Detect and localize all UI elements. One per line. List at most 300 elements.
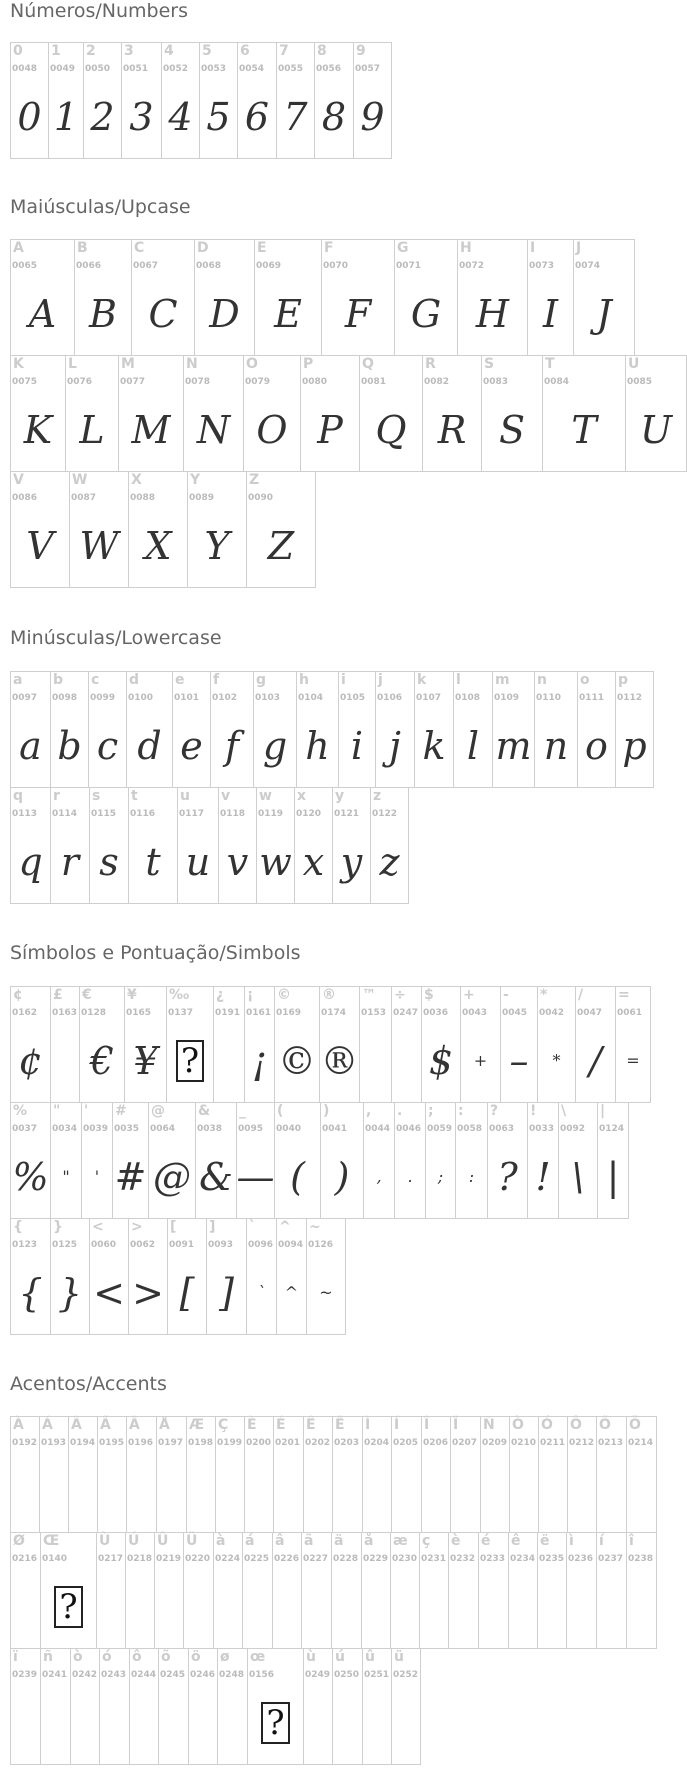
glyph-cell — [173, 672, 211, 788]
glyph-cell — [535, 672, 578, 788]
glyph-code: 0055 — [278, 64, 304, 74]
glyph-code: 0213 — [598, 1438, 624, 1448]
glyph-cell — [598, 1103, 629, 1219]
glyph-cell — [273, 1533, 302, 1649]
glyph-label: 2 — [86, 43, 96, 59]
glyph-code: 0081 — [361, 377, 387, 387]
glyph-cell — [219, 788, 257, 904]
glyph-label: Ì — [365, 1417, 371, 1433]
glyph-cell — [11, 1219, 51, 1335]
glyph-label: Ò — [512, 1417, 524, 1433]
glyph-code: 0047 — [577, 1008, 603, 1018]
glyph-sample: L — [79, 407, 105, 452]
glyph-label: Q — [362, 356, 374, 372]
glyph-row — [10, 1416, 657, 1533]
glyph-cell — [543, 356, 626, 472]
glyph-sample: Z — [267, 523, 295, 568]
glyph-sample: q — [18, 839, 43, 884]
glyph-sample: } — [57, 1270, 83, 1315]
glyph-sample: C — [148, 291, 178, 336]
glyph-sample: k — [422, 723, 446, 768]
glyph-sample: ; — [437, 1166, 444, 1186]
glyph-label: É — [276, 1417, 286, 1433]
glyph-cell — [528, 240, 574, 356]
glyph-sample: . — [407, 1166, 413, 1186]
glyph-label: > — [131, 1219, 143, 1235]
glyph-code: 0085 — [627, 377, 653, 387]
glyph-code: 0060 — [91, 1240, 117, 1250]
glyph-code: 0065 — [12, 261, 38, 271]
glyph-cell — [168, 1219, 207, 1335]
glyph-cell — [578, 672, 616, 788]
glyph-label: ; — [428, 1103, 434, 1119]
glyph-sample: — — [236, 1154, 275, 1199]
glyph-code: 0156 — [249, 1670, 275, 1680]
glyph-cell — [458, 240, 528, 356]
glyph-cell — [302, 1533, 332, 1649]
glyph-label: l — [456, 672, 461, 688]
glyph-cell — [82, 1103, 113, 1219]
glyph-cell — [538, 987, 576, 1103]
glyph-cell — [129, 788, 178, 904]
glyph-code: 0059 — [427, 1124, 453, 1134]
glyph-sample: G — [410, 291, 442, 336]
glyph-label: = — [618, 987, 630, 1003]
glyph-sample: v — [226, 839, 249, 884]
glyph-label: õ — [161, 1649, 171, 1665]
glyph-label: r — [53, 788, 60, 804]
glyph-label: Â — [71, 1417, 82, 1433]
glyph-label: ™ — [362, 987, 376, 1003]
glyph-cell — [11, 1103, 51, 1219]
glyph-cell — [238, 43, 277, 159]
glyph-label: 5 — [202, 43, 212, 59]
glyph-code: 0236 — [568, 1554, 594, 1564]
glyph-cell — [214, 1533, 243, 1649]
glyph-code: 0091 — [169, 1240, 195, 1250]
glyph-sample: d — [137, 723, 162, 768]
glyph-label: ¿ — [216, 987, 225, 1003]
glyph-sample: | — [606, 1154, 620, 1199]
glyph-label: / — [578, 987, 584, 1003]
glyph-code: 0123 — [12, 1240, 38, 1250]
glyph-code: 0119 — [258, 809, 284, 819]
glyph-code: 0075 — [12, 377, 38, 387]
glyph-cell — [304, 1649, 333, 1765]
glyph-code: 0100 — [128, 693, 154, 703]
glyph-label: Ï — [453, 1417, 459, 1433]
glyph-sample: = — [626, 1050, 640, 1070]
glyph-label: t — [131, 788, 138, 804]
glyph-sample: i — [350, 723, 364, 768]
glyph-cell — [360, 987, 392, 1103]
glyph-code: 0090 — [248, 493, 274, 503]
glyph-code: 0238 — [628, 1554, 654, 1564]
glyph-label: A — [13, 240, 24, 256]
glyph-code: 0086 — [12, 493, 38, 503]
glyph-label: ô — [132, 1649, 142, 1665]
glyph-cell — [90, 1219, 129, 1335]
glyph-label: Ù — [99, 1533, 111, 1549]
glyph-cell — [304, 1417, 333, 1533]
glyph-label: ` — [249, 1219, 256, 1235]
glyph-cell — [392, 987, 422, 1103]
glyph-code: 0107 — [416, 693, 442, 703]
glyph-sample: j — [389, 723, 401, 768]
glyph-label: S — [484, 356, 495, 372]
glyph-label: Õ — [599, 1417, 611, 1433]
glyph-sample: ® — [320, 1038, 359, 1083]
glyph-label: ¢ — [13, 987, 23, 1003]
glyph-cell — [597, 1533, 627, 1649]
glyph-cell — [449, 1533, 479, 1649]
glyph-cell — [333, 1649, 363, 1765]
glyph-label: % — [13, 1103, 28, 1119]
glyph-label: b — [53, 672, 64, 688]
glyph-sample: p — [622, 723, 647, 768]
glyph-code: 0088 — [130, 493, 156, 503]
glyph-label: á — [245, 1533, 255, 1549]
glyph-sample: E — [274, 291, 302, 336]
glyph-code: 0050 — [85, 64, 111, 74]
glyph-sample: 4 — [168, 94, 193, 139]
glyph-label: < — [92, 1219, 104, 1235]
glyph-code: 0052 — [163, 64, 189, 74]
glyph-cell — [247, 1219, 277, 1335]
glyph-sample: ¢ — [18, 1038, 43, 1083]
glyph-cell — [195, 240, 255, 356]
glyph-cell — [75, 240, 132, 356]
glyph-code: 0073 — [529, 261, 555, 271]
glyph-cell — [509, 1533, 538, 1649]
glyph-code: 0118 — [220, 809, 246, 819]
glyph-code: 0044 — [365, 1124, 391, 1134]
glyph-cell — [461, 987, 501, 1103]
glyph-sample: o — [585, 723, 608, 768]
glyph-code: 0096 — [248, 1240, 274, 1250]
glyph-code: 0197 — [158, 1438, 184, 1448]
glyph-cell — [243, 1533, 273, 1649]
glyph-cell — [333, 788, 371, 904]
glyph-label: Ë — [335, 1417, 345, 1433]
glyph-code: 0053 — [201, 64, 227, 74]
glyph-code: 0114 — [52, 809, 78, 819]
glyph-label: L — [68, 356, 77, 372]
glyph-code: 0226 — [274, 1554, 300, 1564]
glyph-label: N — [186, 356, 198, 372]
glyph-code: 0071 — [396, 261, 422, 271]
glyph-cell — [391, 1533, 420, 1649]
glyph-label: & — [198, 1103, 211, 1119]
glyph-label: é — [481, 1533, 491, 1549]
glyph-code: 0230 — [392, 1554, 418, 1564]
glyph-sample: 1 — [53, 94, 79, 139]
glyph-cell — [539, 1417, 568, 1533]
glyph-code: 0093 — [208, 1240, 234, 1250]
glyph-sample: ? — [497, 1154, 518, 1199]
glyph-label: ) — [323, 1103, 330, 1119]
glyph-label: ® — [322, 987, 336, 1003]
glyph-label: Y — [190, 472, 201, 488]
glyph-sample: > — [132, 1270, 164, 1315]
glyph-sample: 7 — [283, 94, 308, 139]
glyph-code: 0037 — [12, 1124, 38, 1134]
glyph-cell — [41, 1533, 97, 1649]
glyph-label: Á — [42, 1417, 53, 1433]
glyph-sample: g — [262, 723, 288, 768]
glyph-code: 0109 — [494, 693, 520, 703]
glyph-cell — [214, 987, 245, 1103]
glyph-code: 0196 — [128, 1438, 154, 1448]
glyph-cell — [627, 1533, 657, 1649]
glyph-code: 0243 — [101, 1670, 127, 1680]
glyph-label: Ê — [306, 1417, 316, 1433]
glyph-label: - — [503, 987, 509, 1003]
glyph-sample: " — [62, 1166, 70, 1186]
glyph-label: I — [530, 240, 536, 256]
glyph-cell — [538, 1533, 567, 1649]
glyph-sample: @ — [153, 1154, 191, 1199]
glyph-label: u — [180, 788, 190, 804]
glyph-code: 0227 — [303, 1554, 329, 1564]
glyph-row — [10, 1218, 346, 1335]
glyph-cell — [207, 1219, 247, 1335]
glyph-code: 0045 — [502, 1008, 528, 1018]
glyph-code: 0200 — [246, 1438, 272, 1448]
glyph-sample: r — [60, 839, 80, 884]
glyph-code: 0201 — [275, 1438, 301, 1448]
glyph-cell — [597, 1417, 627, 1533]
glyph-cell — [51, 987, 80, 1103]
glyph-code: 0206 — [423, 1438, 449, 1448]
glyph-sample: Y — [204, 523, 230, 568]
glyph-code: 0125 — [52, 1240, 78, 1250]
glyph-code: 0111 — [579, 693, 605, 703]
glyph-code: 0252 — [393, 1670, 419, 1680]
glyph-label: P — [303, 356, 314, 372]
glyph-code: 0249 — [305, 1670, 331, 1680]
glyph-code: 0242 — [72, 1670, 98, 1680]
glyph-code: 0078 — [185, 377, 211, 387]
glyph-code: 0068 — [196, 261, 222, 271]
glyph-cell — [392, 1417, 422, 1533]
glyph-code: 0191 — [215, 1008, 241, 1018]
glyph-cell — [307, 1219, 346, 1335]
glyph-label: n — [537, 672, 547, 688]
glyph-code: 0218 — [127, 1554, 153, 1564]
glyph-cell — [616, 987, 651, 1103]
glyph-code: 0212 — [569, 1438, 595, 1448]
glyph-cell — [162, 43, 200, 159]
glyph-code: 0128 — [81, 1008, 107, 1018]
glyph-sample: u — [185, 839, 211, 884]
glyph-code: 0251 — [364, 1670, 390, 1680]
glyph-sample: ! — [535, 1154, 551, 1199]
glyph-cell — [218, 1649, 248, 1765]
glyph-cell — [127, 1417, 157, 1533]
glyph-label: ^ — [279, 1219, 291, 1235]
glyph-cell — [40, 1417, 69, 1533]
glyph-cell — [576, 987, 616, 1103]
glyph-label: ê — [511, 1533, 521, 1549]
glyph-code: 0070 — [323, 261, 349, 271]
glyph-sample: Q — [375, 407, 407, 452]
glyph-sample: A — [28, 291, 57, 336]
glyph-code: 0194 — [70, 1438, 96, 1448]
glyph-label: ä — [334, 1533, 344, 1549]
glyph-code: 0241 — [42, 1670, 68, 1680]
glyph-cell — [130, 1649, 159, 1765]
glyph-sample: ¥ — [133, 1038, 158, 1083]
glyph-label: o — [580, 672, 590, 688]
glyph-code: 0246 — [190, 1670, 216, 1680]
glyph-label: Í — [394, 1417, 400, 1433]
glyph-code: 0043 — [462, 1008, 488, 1018]
missing-glyph-mark: ? — [261, 1702, 289, 1744]
glyph-sample: $ — [428, 1038, 454, 1083]
glyph-label: Ó — [541, 1417, 553, 1433]
glyph-label: ã — [304, 1533, 314, 1549]
glyph-code: 0207 — [452, 1438, 478, 1448]
glyph-code: 0193 — [41, 1438, 67, 1448]
glyph-sample: a — [19, 723, 42, 768]
glyph-cell — [423, 356, 482, 472]
glyph-label: Î — [424, 1417, 430, 1433]
glyph-sample: M — [131, 407, 171, 452]
glyph-label: w — [259, 788, 272, 804]
glyph-row — [10, 671, 654, 788]
glyph-code: 0250 — [334, 1670, 360, 1680]
glyph-cell — [70, 472, 129, 588]
glyph-label: h — [299, 672, 309, 688]
glyph-label: æ — [393, 1533, 408, 1549]
glyph-sample: ' — [94, 1166, 100, 1186]
glyph-label: ? — [490, 1103, 499, 1119]
glyph-sample: y — [340, 839, 363, 884]
glyph-code: 0083 — [483, 377, 509, 387]
glyph-cell — [376, 672, 415, 788]
glyph-sample: \ — [571, 1154, 585, 1199]
glyph-sample: V — [26, 523, 54, 568]
glyph-sample: ^ — [284, 1282, 299, 1302]
glyph-cell — [422, 1417, 451, 1533]
glyph-code: 0202 — [305, 1438, 331, 1448]
glyph-label: ö — [191, 1649, 201, 1665]
glyph-label: U — [628, 356, 640, 372]
glyph-code: 0244 — [131, 1670, 157, 1680]
glyph-code: 0137 — [168, 1008, 194, 1018]
glyph-code: 0046 — [396, 1124, 422, 1134]
glyph-label: g — [256, 672, 267, 688]
glyph-label: £ — [53, 987, 63, 1003]
glyph-cell — [574, 240, 635, 356]
glyph-cell — [332, 1533, 362, 1649]
glyph-label: , — [366, 1103, 372, 1119]
glyph-label: ó — [102, 1649, 112, 1665]
glyph-cell — [196, 1103, 237, 1219]
glyph-sample: h — [305, 723, 330, 768]
glyph-cell — [125, 987, 167, 1103]
glyph-row — [10, 1648, 421, 1765]
glyph-sample: F — [344, 291, 372, 336]
glyph-cell — [277, 43, 315, 159]
glyph-code: 0224 — [215, 1554, 241, 1564]
glyph-cell — [51, 1219, 90, 1335]
glyph-cell — [454, 672, 493, 788]
glyph-sample: c — [96, 723, 119, 768]
glyph-cell — [392, 1649, 421, 1765]
glyph-label: K — [13, 356, 24, 372]
glyph-sample: 0 — [17, 94, 42, 139]
glyph-cell — [254, 672, 297, 788]
glyph-sample: 8 — [321, 94, 347, 139]
glyph-code: 0214 — [628, 1438, 654, 1448]
glyph-cell — [456, 1103, 488, 1219]
glyph-label: û — [365, 1649, 375, 1665]
section-title-accents: Acentos/Accents — [10, 1373, 167, 1395]
glyph-label: v — [221, 788, 231, 804]
glyph-code: 0066 — [76, 261, 102, 271]
glyph-cell — [362, 1533, 391, 1649]
glyph-code: 0056 — [316, 64, 342, 74]
glyph-label: î — [629, 1533, 634, 1549]
glyph-sample: t — [145, 839, 161, 884]
glyph-cell — [481, 1417, 510, 1533]
glyph-sample: 5 — [206, 94, 231, 139]
glyph-sample: N — [196, 407, 231, 452]
missing-glyph-mark: ? — [176, 1040, 204, 1082]
glyph-sample: ~ — [319, 1282, 333, 1302]
glyph-label: [ — [170, 1219, 177, 1235]
glyph-cell — [126, 1533, 155, 1649]
glyph-code: 0048 — [12, 64, 38, 74]
glyph-code: 0116 — [130, 809, 156, 819]
glyph-cell — [11, 1533, 41, 1649]
glyph-cell — [51, 788, 90, 904]
glyph-label: œ — [250, 1649, 266, 1665]
glyph-code: 0106 — [377, 693, 403, 703]
glyph-code: 0140 — [42, 1554, 68, 1564]
glyph-label: s — [92, 788, 101, 804]
glyph-cell — [187, 1417, 216, 1533]
glyph-label: G — [397, 240, 409, 256]
glyph-label: Ø — [13, 1533, 25, 1549]
glyph-code: 0084 — [544, 377, 570, 387]
glyph-label: ~ — [309, 1219, 321, 1235]
glyph-cell — [98, 1417, 127, 1533]
glyph-cell — [11, 472, 70, 588]
glyph-sample: , — [376, 1166, 382, 1186]
glyph-sample: x — [302, 839, 325, 884]
glyph-cell — [559, 1103, 598, 1219]
glyph-code: 0120 — [296, 809, 322, 819]
glyph-label: x — [297, 788, 307, 804]
glyph-label: j — [378, 672, 383, 688]
glyph-cell — [277, 1219, 307, 1335]
glyph-label: _ — [239, 1103, 246, 1119]
glyph-sample: { — [18, 1270, 43, 1315]
glyph-sample: J — [596, 291, 612, 336]
glyph-code: 0098 — [52, 693, 78, 703]
glyph-code: 0233 — [480, 1554, 506, 1564]
glyph-cell — [119, 356, 184, 472]
glyph-label: y — [335, 788, 345, 804]
glyph-label: Ä — [129, 1417, 140, 1433]
glyph-sample: T — [571, 407, 597, 452]
glyph-cell — [51, 672, 89, 788]
section-title-numbers: Números/Numbers — [10, 0, 188, 22]
glyph-cell — [295, 788, 333, 904]
